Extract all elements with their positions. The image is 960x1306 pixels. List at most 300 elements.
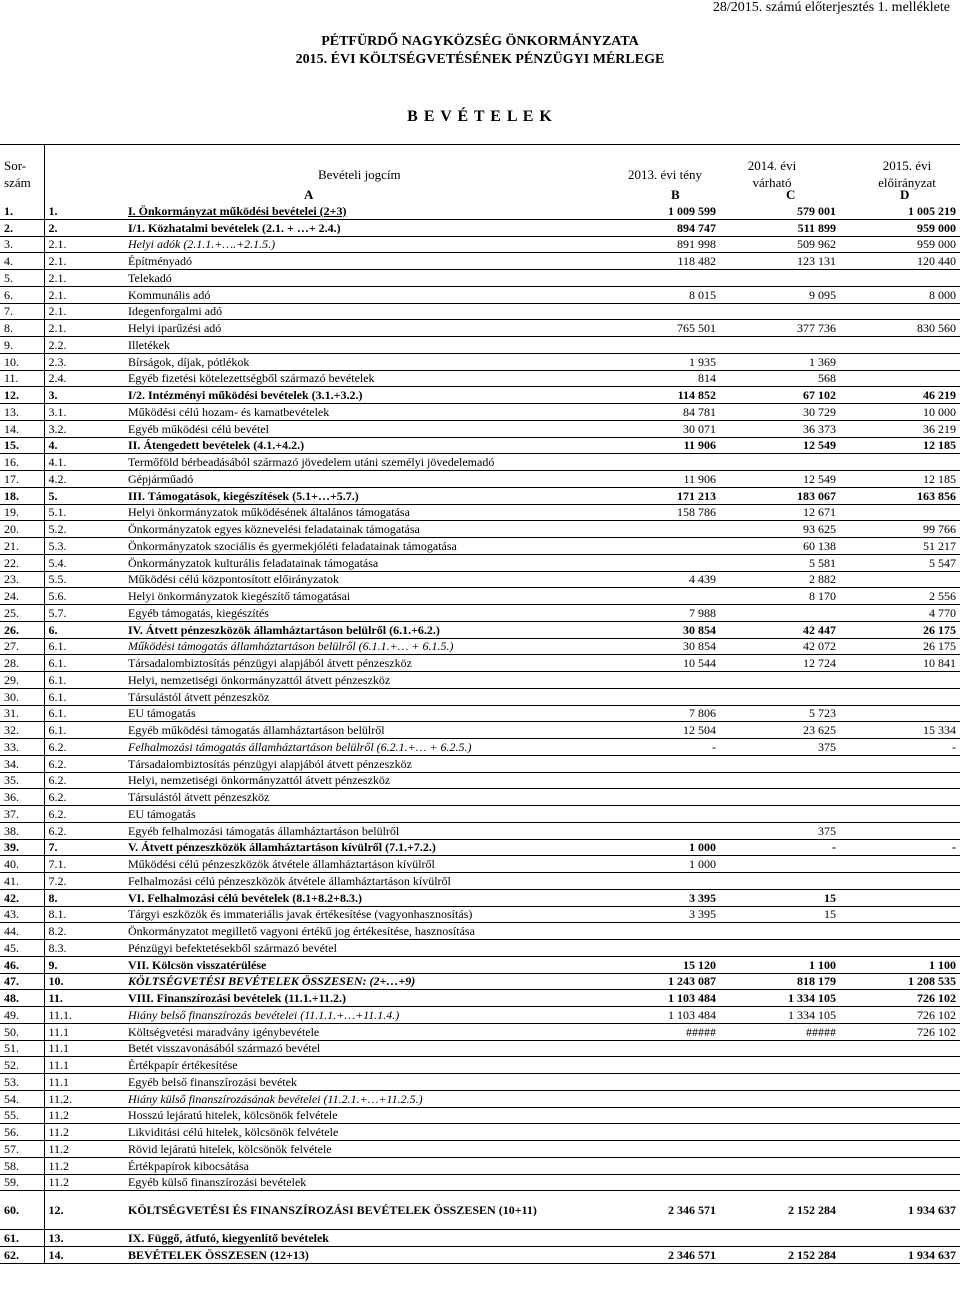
value-2013-actual xyxy=(600,789,720,806)
row-code: 11.2 xyxy=(44,1107,124,1124)
row-title: EU támogatás xyxy=(124,806,600,823)
row-title: Pénzügyi befektetésekből származó bevétel xyxy=(124,940,600,957)
table-row xyxy=(0,705,960,722)
value-2013-actual xyxy=(600,1124,720,1141)
row-title: Működési célú pénzeszközök átvétele államháztartáson kívülről xyxy=(124,856,600,873)
value-2014-expected xyxy=(720,1174,840,1191)
value-2015-budget xyxy=(840,889,960,906)
value-2015-budget: 1 100 xyxy=(840,956,960,973)
value-2014-expected: 123 131 xyxy=(720,253,840,270)
row-code: 3.1. xyxy=(44,404,124,421)
row-code: 2.3. xyxy=(44,353,124,370)
row-title: BEVÉTELEK ÖSSZESEN (12+13) xyxy=(124,1247,600,1264)
value-2015-budget xyxy=(840,353,960,370)
table-row xyxy=(0,1191,960,1230)
value-2013-actual: 114 852 xyxy=(600,387,720,404)
value-2013-actual: 1 000 xyxy=(600,856,720,873)
table-row xyxy=(0,487,960,504)
value-2015-budget: 726 102 xyxy=(840,1007,960,1024)
revenue-table xyxy=(0,203,960,1264)
row-number: 57. xyxy=(0,1141,44,1158)
row-code: 4. xyxy=(44,437,124,454)
value-2015-budget: 5 547 xyxy=(840,554,960,571)
row-title: Működési célú hozam- és kamatbevételek xyxy=(124,404,600,421)
row-number: 22. xyxy=(0,554,44,571)
value-2015-budget xyxy=(840,940,960,957)
value-2015-budget xyxy=(840,789,960,806)
row-code: 8.3. xyxy=(44,940,124,957)
row-code: 11.2 xyxy=(44,1141,124,1158)
row-title: Bírságok, díjak, pótlékok xyxy=(124,353,600,370)
value-2014-expected xyxy=(720,772,840,789)
header-sorszam-line2: szám xyxy=(4,175,31,190)
table-row xyxy=(0,1247,960,1264)
header-col-c-line2: várható xyxy=(752,175,792,190)
row-code: 6.2. xyxy=(44,772,124,789)
row-number: 10. xyxy=(0,353,44,370)
value-2013-actual: 1 103 484 xyxy=(600,1007,720,1024)
row-title: Működési támogatás államháztartáson belülről (6.1.1.+… + 6.1.5.) xyxy=(124,638,600,655)
row-number: 33. xyxy=(0,739,44,756)
value-2013-actual: 11 906 xyxy=(600,437,720,454)
row-code: 11.2 xyxy=(44,1174,124,1191)
value-2013-actual xyxy=(600,755,720,772)
table-row xyxy=(0,353,960,370)
value-2014-expected xyxy=(720,337,840,354)
value-2013-actual xyxy=(600,1040,720,1057)
value-2014-expected: 9 095 xyxy=(720,286,840,303)
row-code: 2.1. xyxy=(44,286,124,303)
value-2014-expected: 15 xyxy=(720,889,840,906)
value-2013-actual xyxy=(600,688,720,705)
row-number: 1. xyxy=(0,203,44,219)
value-2014-expected xyxy=(720,1057,840,1074)
table-row xyxy=(0,571,960,588)
value-2013-actual: 765 501 xyxy=(600,320,720,337)
table-row xyxy=(0,772,960,789)
value-2015-budget: 12 185 xyxy=(840,471,960,488)
row-code: 8.1. xyxy=(44,906,124,923)
table-row xyxy=(0,940,960,957)
row-code: 2.1. xyxy=(44,320,124,337)
table-row xyxy=(0,504,960,521)
table-row xyxy=(0,990,960,1007)
value-2015-budget: 46 219 xyxy=(840,387,960,404)
value-2014-expected: 8 170 xyxy=(720,588,840,605)
table-row xyxy=(0,688,960,705)
row-number: 9. xyxy=(0,337,44,354)
table-row xyxy=(0,286,960,303)
value-2015-budget: 10 000 xyxy=(840,404,960,421)
value-2013-actual: 3 395 xyxy=(600,889,720,906)
value-2013-actual xyxy=(600,1174,720,1191)
value-2014-expected xyxy=(720,605,840,622)
table-row xyxy=(0,420,960,437)
row-code: 4.2. xyxy=(44,471,124,488)
row-title: Helyi iparűzési adó xyxy=(124,320,600,337)
row-title: Helyi önkormányzatok működésének általános támogatása xyxy=(124,504,600,521)
row-number: 59. xyxy=(0,1174,44,1191)
row-code: 5.1. xyxy=(44,504,124,521)
value-2013-actual: 7 988 xyxy=(600,605,720,622)
table-row xyxy=(0,1007,960,1024)
row-number: 27. xyxy=(0,638,44,655)
value-2015-budget xyxy=(840,856,960,873)
row-number: 15. xyxy=(0,437,44,454)
value-2013-actual: 118 482 xyxy=(600,253,720,270)
table-row xyxy=(0,404,960,421)
row-title: Társadalombiztosítás pénzügyi alapjából átvett pénzeszköz xyxy=(124,755,600,772)
row-code: 5.4. xyxy=(44,554,124,571)
row-number: 26. xyxy=(0,621,44,638)
table-row xyxy=(0,889,960,906)
row-code: 7.2. xyxy=(44,873,124,890)
table-row xyxy=(0,638,960,655)
row-title: IX. Függő, átfutó, kiegyenlítő bevételek xyxy=(124,1230,600,1247)
table-row xyxy=(0,621,960,638)
table-row xyxy=(0,270,960,287)
value-2015-budget: 959 000 xyxy=(840,219,960,236)
value-2015-budget: - xyxy=(840,839,960,856)
value-2015-budget xyxy=(840,873,960,890)
row-title: Tárgyi eszközök és immateriális javak értékesítése (vagyonhasznosítás) xyxy=(124,906,600,923)
row-number: 62. xyxy=(0,1247,44,1264)
appendix-reference: 28/2015. számú előterjesztés 1. melléklete xyxy=(712,0,950,15)
row-title: Költségvetési maradvány igénybevétele xyxy=(124,1023,600,1040)
value-2013-actual: 10 544 xyxy=(600,655,720,672)
value-2014-expected xyxy=(720,1230,840,1247)
row-number: 32. xyxy=(0,722,44,739)
row-code: 2.4. xyxy=(44,370,124,387)
row-number: 16. xyxy=(0,454,44,471)
row-code: 10. xyxy=(44,973,124,990)
row-code: 5.3. xyxy=(44,538,124,555)
table-row xyxy=(0,722,960,739)
value-2013-actual: 814 xyxy=(600,370,720,387)
value-2015-budget xyxy=(840,1124,960,1141)
value-2014-expected xyxy=(720,1141,840,1158)
value-2014-expected xyxy=(720,856,840,873)
row-number: 36. xyxy=(0,789,44,806)
row-title: V. Átvett pénzeszközök államháztartáson kívülről (7.1.+7.2.) xyxy=(124,839,600,856)
value-2013-actual: 2 346 571 xyxy=(600,1191,720,1230)
value-2014-expected: 42 072 xyxy=(720,638,840,655)
row-number: 45. xyxy=(0,940,44,957)
value-2015-budget xyxy=(840,303,960,320)
value-2015-budget: 1 934 637 xyxy=(840,1191,960,1230)
row-code: 2.1. xyxy=(44,270,124,287)
table-row xyxy=(0,1107,960,1124)
row-number: 21. xyxy=(0,538,44,555)
table-row xyxy=(0,538,960,555)
row-number: 55. xyxy=(0,1107,44,1124)
value-2014-expected: - xyxy=(720,839,840,856)
table-row xyxy=(0,1057,960,1074)
row-title: Felhalmozási támogatás államháztartáson belülről (6.2.1.+… + 6.2.5.) xyxy=(124,739,600,756)
value-2014-expected: 509 962 xyxy=(720,236,840,253)
value-2013-actual: 12 504 xyxy=(600,722,720,739)
value-2013-actual xyxy=(600,270,720,287)
row-title: Társadalombiztosítás pénzügyi alapjából átvett pénzeszköz xyxy=(124,655,600,672)
row-code: 11.2. xyxy=(44,1090,124,1107)
row-number: 25. xyxy=(0,605,44,622)
header-col-b: 2013. évi tény xyxy=(628,167,703,182)
value-2015-budget xyxy=(840,571,960,588)
row-number: 14. xyxy=(0,420,44,437)
table-row xyxy=(0,203,960,219)
table-row xyxy=(0,856,960,873)
table-row xyxy=(0,554,960,571)
row-code: 5.6. xyxy=(44,588,124,605)
table-row xyxy=(0,973,960,990)
row-title: EU támogatás xyxy=(124,705,600,722)
value-2015-budget: 830 560 xyxy=(840,320,960,337)
row-title: Egyéb fizetési kötelezettségből származó bevételek xyxy=(124,370,600,387)
value-2015-budget: 1 005 219 xyxy=(840,203,960,219)
value-2013-actual: 1 243 087 xyxy=(600,973,720,990)
row-code: 11.1 xyxy=(44,1057,124,1074)
row-title: IV. Átvett pénzeszközök államháztartáson belülről (6.1.+6.2.) xyxy=(124,621,600,638)
value-2015-budget xyxy=(840,1057,960,1074)
value-2014-expected: 15 xyxy=(720,906,840,923)
row-number: 47. xyxy=(0,973,44,990)
row-title: Rövid lejáratú hitelek, kölcsönök felvétele xyxy=(124,1141,600,1158)
value-2015-budget: 36 219 xyxy=(840,420,960,437)
value-2013-actual: 891 998 xyxy=(600,236,720,253)
value-2015-budget: 8 000 xyxy=(840,286,960,303)
value-2015-budget xyxy=(840,688,960,705)
row-number: 43. xyxy=(0,906,44,923)
value-2015-budget xyxy=(840,504,960,521)
table-row xyxy=(0,320,960,337)
row-title: Működési célú központosított előirányzatok xyxy=(124,571,600,588)
table-row xyxy=(0,236,960,253)
row-title: II. Átengedett bevételek (4.1.+4.2.) xyxy=(124,437,600,454)
table-row xyxy=(0,906,960,923)
table-row xyxy=(0,1157,960,1174)
value-2014-expected: 2 152 284 xyxy=(720,1191,840,1230)
row-number: 61. xyxy=(0,1230,44,1247)
value-2015-budget: 163 856 xyxy=(840,487,960,504)
value-2015-budget xyxy=(840,1074,960,1091)
value-2014-expected: 93 625 xyxy=(720,521,840,538)
value-2014-expected: 12 549 xyxy=(720,471,840,488)
value-2015-budget: 51 217 xyxy=(840,538,960,555)
value-2013-actual xyxy=(600,454,720,471)
row-number: 39. xyxy=(0,839,44,856)
table-row xyxy=(0,219,960,236)
value-2014-expected xyxy=(720,1124,840,1141)
table-row xyxy=(0,454,960,471)
row-number: 40. xyxy=(0,856,44,873)
table-row xyxy=(0,839,960,856)
row-number: 31. xyxy=(0,705,44,722)
row-title: Egyéb működési támogatás államháztartáson belülről xyxy=(124,722,600,739)
value-2015-budget: 4 770 xyxy=(840,605,960,622)
value-2014-expected: 377 736 xyxy=(720,320,840,337)
value-2015-budget: 959 000 xyxy=(840,236,960,253)
row-title: Társulástól átvett pénzeszköz xyxy=(124,688,600,705)
row-title: I. Önkormányzat működési bevételei (2+3) xyxy=(124,203,600,219)
value-2014-expected xyxy=(720,789,840,806)
table-row xyxy=(0,471,960,488)
revenue-table-body xyxy=(0,203,960,1263)
row-title: Hiány külső finanszírozásának bevételei (11.2.1.+…+11.2.5.) xyxy=(124,1090,600,1107)
value-2013-actual: 1 935 xyxy=(600,353,720,370)
row-code: 5.7. xyxy=(44,605,124,622)
row-code: 11.1 xyxy=(44,1040,124,1057)
value-2015-budget xyxy=(840,672,960,689)
value-2013-actual: 894 747 xyxy=(600,219,720,236)
value-2015-budget xyxy=(840,454,960,471)
value-2014-expected: 579 001 xyxy=(720,203,840,219)
row-code: 14. xyxy=(44,1247,124,1264)
row-title: Gépjárműadó xyxy=(124,471,600,488)
row-number: 5. xyxy=(0,270,44,287)
row-code: 2.1. xyxy=(44,236,124,253)
value-2014-expected: 1 369 xyxy=(720,353,840,370)
row-number: 7. xyxy=(0,303,44,320)
value-2014-expected xyxy=(720,873,840,890)
value-2015-budget xyxy=(840,337,960,354)
value-2014-expected: 2 152 284 xyxy=(720,1247,840,1264)
header-letter-b: B xyxy=(671,187,680,202)
value-2013-actual xyxy=(600,1057,720,1074)
row-title: Egyéb felhalmozási támogatás államháztartáson belülről xyxy=(124,822,600,839)
value-2013-actual xyxy=(600,672,720,689)
row-title: Társulástól átvett pénzeszköz xyxy=(124,789,600,806)
header-letter-a: A xyxy=(304,187,314,202)
value-2013-actual xyxy=(600,337,720,354)
value-2015-budget: 726 102 xyxy=(840,990,960,1007)
value-2013-actual xyxy=(600,538,720,555)
value-2015-budget: 2 556 xyxy=(840,588,960,605)
value-2014-expected: 818 179 xyxy=(720,973,840,990)
value-2014-expected: 12 671 xyxy=(720,504,840,521)
value-2014-expected: 183 067 xyxy=(720,487,840,504)
row-code: 11.1 xyxy=(44,1023,124,1040)
row-code: 1. xyxy=(44,203,124,219)
value-2013-actual: 11 906 xyxy=(600,471,720,488)
value-2014-expected: 30 729 xyxy=(720,404,840,421)
header-letter-c: C xyxy=(786,187,796,202)
table-row xyxy=(0,1040,960,1057)
value-2013-actual: 158 786 xyxy=(600,504,720,521)
row-code: 6.2. xyxy=(44,755,124,772)
organization-title: PÉTFÜRDŐ NAGYKÖZSÉG ÖNKORMÁNYZATA xyxy=(321,34,639,49)
header-col-c xyxy=(732,157,812,191)
row-number: 50. xyxy=(0,1023,44,1040)
header-sorszam-line1: Sor- xyxy=(4,158,27,173)
row-code: 6.1. xyxy=(44,688,124,705)
row-title: VIII. Finanszírozási bevételek (11.1.+11.2.) xyxy=(124,990,600,1007)
row-number: 41. xyxy=(0,873,44,890)
value-2014-expected xyxy=(720,923,840,940)
value-2014-expected: 511 899 xyxy=(720,219,840,236)
value-2014-expected xyxy=(720,1157,840,1174)
row-number: 58. xyxy=(0,1157,44,1174)
row-title: Likviditási célú hitelek, kölcsönök felvétele xyxy=(124,1124,600,1141)
row-code: 6. xyxy=(44,621,124,638)
row-code: 2. xyxy=(44,219,124,236)
row-title: Helyi, nemzetiségi önkormányzattól átvett pénzeszköz xyxy=(124,672,600,689)
row-code: 3.2. xyxy=(44,420,124,437)
value-2013-actual: 171 213 xyxy=(600,487,720,504)
row-title: KÖLTSÉGVETÉSI BEVÉTELEK ÖSSZESEN: (2+…+9) xyxy=(124,973,600,990)
row-number: 34. xyxy=(0,755,44,772)
value-2013-actual xyxy=(600,554,720,571)
table-row xyxy=(0,806,960,823)
value-2014-expected: 5 723 xyxy=(720,705,840,722)
value-2015-budget xyxy=(840,1174,960,1191)
row-title: I/1. Közhatalmi bevételek (2.1. + …+ 2.4.) xyxy=(124,219,600,236)
header-divider xyxy=(44,144,45,203)
value-2015-budget xyxy=(840,772,960,789)
row-title: Egyéb működési célú bevétel xyxy=(124,420,600,437)
row-title: Hiány belső finanszírozás bevételei (11.1.1.+…+11.1.4.) xyxy=(124,1007,600,1024)
value-2013-actual: 1 000 xyxy=(600,839,720,856)
value-2014-expected xyxy=(720,1090,840,1107)
value-2013-actual xyxy=(600,521,720,538)
value-2014-expected: 5 581 xyxy=(720,554,840,571)
value-2015-budget xyxy=(840,705,960,722)
row-title: Önkormányzatok egyes köznevelési feladatainak támogatása xyxy=(124,521,600,538)
value-2014-expected: 568 xyxy=(720,370,840,387)
table-row xyxy=(0,337,960,354)
row-number: 37. xyxy=(0,806,44,823)
value-2013-actual xyxy=(600,806,720,823)
row-number: 38. xyxy=(0,822,44,839)
row-code: 8. xyxy=(44,889,124,906)
row-code: 4.1. xyxy=(44,454,124,471)
value-2015-budget xyxy=(840,370,960,387)
header-col-c-line1: 2014. évi xyxy=(747,158,797,173)
row-title: Idegenforgalmi adó xyxy=(124,303,600,320)
value-2014-expected xyxy=(720,1040,840,1057)
row-title: I/2. Intézményi működési bevételek (3.1.+3.2.) xyxy=(124,387,600,404)
row-number: 29. xyxy=(0,672,44,689)
row-title: KÖLTSÉGVETÉSI ÉS FINANSZÍROZÁSI BEVÉTELEK ÖSSZESEN (10+11) xyxy=(124,1191,600,1230)
value-2015-budget xyxy=(840,270,960,287)
row-number: 30. xyxy=(0,688,44,705)
table-row xyxy=(0,253,960,270)
row-code: 11.1. xyxy=(44,1007,124,1024)
value-2013-actual xyxy=(600,873,720,890)
value-2014-expected xyxy=(720,755,840,772)
row-title: Értékpapírok kibocsátása xyxy=(124,1157,600,1174)
value-2014-expected: 23 625 xyxy=(720,722,840,739)
value-2015-budget xyxy=(840,906,960,923)
row-title: Helyi, nemzetiségi önkormányzattól átvett pénzeszköz xyxy=(124,772,600,789)
table-row xyxy=(0,923,960,940)
row-number: 42. xyxy=(0,889,44,906)
row-number: 35. xyxy=(0,772,44,789)
value-2013-actual: 7 806 xyxy=(600,705,720,722)
row-title: Illetékek xyxy=(124,337,600,354)
value-2014-expected xyxy=(720,270,840,287)
row-title: Felhalmozási célú pénzeszközök átvétele államháztartáson kívülről xyxy=(124,873,600,890)
value-2013-actual: 15 120 xyxy=(600,956,720,973)
row-number: 13. xyxy=(0,404,44,421)
row-number: 44. xyxy=(0,923,44,940)
value-2014-expected: 1 100 xyxy=(720,956,840,973)
table-row xyxy=(0,521,960,538)
row-title: Egyéb külső finanszírozási bevételek xyxy=(124,1174,600,1191)
value-2015-budget: 12 185 xyxy=(840,437,960,454)
row-title: Helyi adók (2.1.1.+….+2.1.5.) xyxy=(124,236,600,253)
table-row xyxy=(0,1023,960,1040)
value-2013-actual: 84 781 xyxy=(600,404,720,421)
